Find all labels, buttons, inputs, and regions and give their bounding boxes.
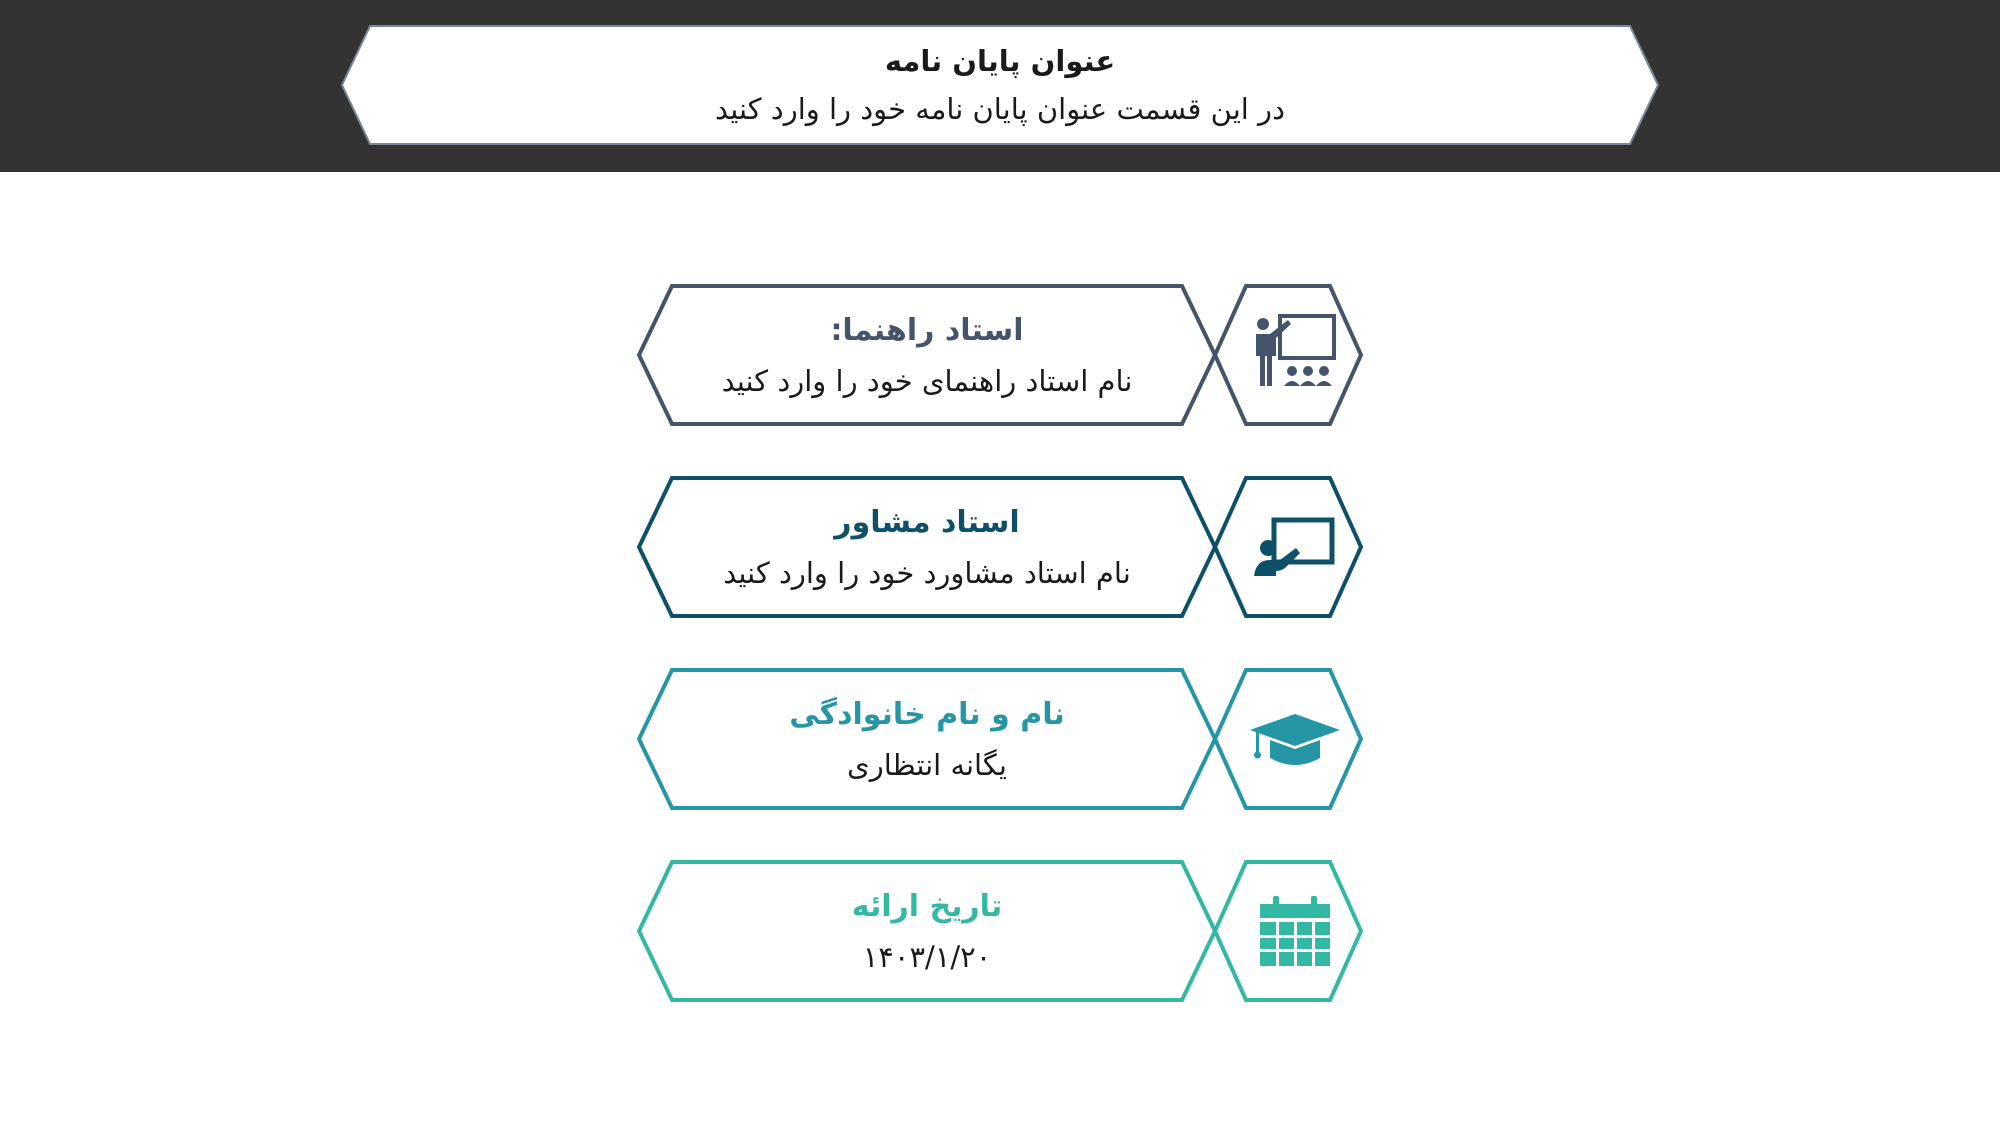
student-name-label: نام و نام خانوادگی xyxy=(789,696,1065,732)
calendar-icon xyxy=(1240,876,1350,986)
presentation-date-label: تاریخ ارائه xyxy=(851,888,1003,924)
presentation-date-value: ۱۴۰۳/۱/۲۰ xyxy=(862,939,992,974)
supervisor-label: استاد راهنما: xyxy=(830,312,1024,348)
advisor-label: استاد مشاور xyxy=(834,504,1020,540)
thesis-title-label: عنوان پایان نامه xyxy=(884,44,1116,78)
thesis-title-value: در این قسمت عنوان پایان نامه خود را وارد کنید xyxy=(715,92,1285,126)
thesis-title-box[interactable] xyxy=(340,25,1660,145)
supervisor-value: نام استاد راهنمای خود را وارد کنید xyxy=(721,363,1133,398)
graduation-cap-icon xyxy=(1240,684,1350,794)
presentation-date-row[interactable] xyxy=(636,860,1364,1002)
whiteboard-icon xyxy=(1240,492,1350,602)
supervisor-row[interactable] xyxy=(636,284,1364,426)
student-name-value: یگانه انتظاری xyxy=(847,747,1007,782)
student-name-row[interactable] xyxy=(636,668,1364,810)
teacher-presentation-icon xyxy=(1240,300,1350,410)
advisor-row[interactable] xyxy=(636,476,1364,618)
advisor-value: نام استاد مشاورد خود را وارد کنید xyxy=(723,555,1131,590)
